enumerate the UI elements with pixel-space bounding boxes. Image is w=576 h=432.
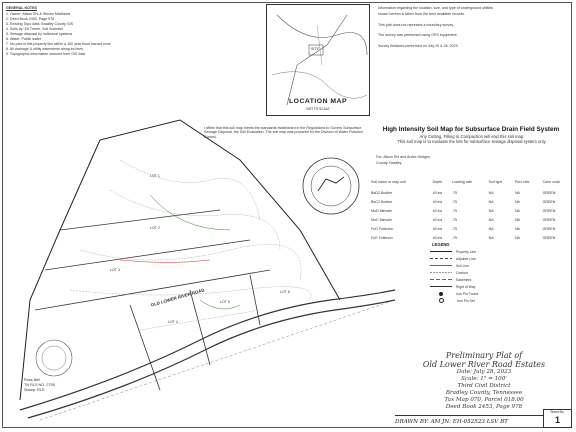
legend-label: Soil Line (456, 263, 470, 268)
notes-heading: GENERAL NOTES (6, 6, 37, 10)
table-cell: NA (514, 236, 520, 240)
survey-note: Survey fieldwork performed on July 20 & 28, 2023. (378, 43, 459, 48)
location-map-subtitle: NOT TO SCALE (306, 107, 330, 111)
column-header: Perc rate (514, 180, 530, 184)
plat-line: Deed Book 2453, Page 978 (445, 404, 523, 410)
legend-label: Iron Pin Found (456, 291, 479, 296)
table-cell: MuD Minvale (371, 209, 392, 213)
table-cell: FuD Fullerton (371, 227, 393, 231)
legend-symbol (430, 272, 452, 273)
legend-label: Contour (456, 270, 469, 275)
note-line: 2. Deed Book 2453, Page 978 (6, 17, 55, 22)
sheet-number: 1 (554, 415, 560, 425)
note-line: 3. Existing Topo data: Bradley County GIS (6, 22, 74, 27)
note-line: 7. No part of this property lies within a 100 year flood hazard zone (6, 42, 111, 47)
legend-item (430, 248, 570, 255)
table-cell: GREEN (542, 236, 556, 240)
table-cell: NA (514, 200, 520, 204)
legend (430, 248, 570, 340)
legend-title: LEGEND (432, 242, 450, 247)
lot-label: LOT 4 (168, 320, 178, 324)
table-header-row (370, 180, 574, 191)
soil-map-purpose: This soil map is to evaluate the lots for subsurface sewage disposal system only. (397, 139, 547, 144)
table-cell: .75 (451, 200, 457, 204)
table-cell: BaD2 Bodine (371, 191, 393, 195)
table-cell: .75 (451, 218, 457, 222)
plat-line: Date: July 28, 2023 (456, 369, 512, 375)
plat-line: Scale: 1" = 100' (461, 376, 507, 382)
drawn-by: DRAWN BY: AM JN: EH-052523 LSV BT (395, 415, 543, 429)
legend-item (430, 276, 570, 283)
table-cell: .75 (451, 227, 457, 231)
table-row (370, 200, 574, 209)
table-cell: 40 ins (432, 227, 443, 231)
table-cell: 40 ins (432, 191, 443, 195)
plat-line: Bradley County, Tennessee (445, 390, 523, 396)
note-line: 6. Water: Public water (6, 37, 42, 42)
column-header: Soil type (488, 180, 503, 184)
location-map-title: LOCATION MAP (289, 98, 347, 105)
legend-symbol (430, 279, 452, 280)
soil-certification: I affirm that this soil map meets the standards established in the Regulations to Govern Subsurface Sewage Disposal, the Soil Evaluation. The soil map was prepared for the Division of Water Pollution Control. (204, 126, 363, 139)
legend-label: Adjoiner Line (456, 256, 476, 261)
table-cell: .75 (451, 191, 457, 195)
lot-label: LOT 2 (150, 226, 160, 230)
table-cell: NA (488, 209, 494, 213)
legend-symbol (430, 265, 452, 266)
column-header: Depth (432, 180, 443, 184)
table-cell: NA (488, 191, 494, 195)
table-cell: NA (488, 218, 494, 222)
table-cell: GREEN (542, 227, 556, 231)
note-line: 5. Sewage disposal by individual systems (6, 32, 73, 37)
legend-item (430, 255, 570, 262)
legend-item (430, 290, 570, 297)
sheet-number-box (543, 409, 572, 428)
legend-symbol (430, 258, 452, 259)
column-header: Loading rate (451, 180, 472, 184)
survey-notes (378, 6, 568, 48)
note-line: 9. Topographic information sourced from GIS lidar (6, 52, 86, 57)
table-row (370, 191, 574, 200)
soil-table (370, 180, 574, 245)
table-cell: MuC Minvale (371, 218, 392, 222)
table-cell: NA (514, 209, 520, 213)
soil-county: County: Bradley (376, 161, 402, 165)
plat-line: Old Lower River Road Estates (422, 360, 546, 369)
table-cell: 40 ins (432, 209, 443, 213)
legend-label: Easement (456, 277, 472, 282)
table-cell: .75 (451, 236, 457, 240)
lot-label: LOT 1 (150, 174, 160, 178)
soil-map-title: High Intensity Soil Map for Subsurface Drain Field System (382, 126, 560, 133)
table-cell: 40 ins (432, 218, 443, 222)
lot-label: LOT 5 (220, 300, 230, 304)
table-row (370, 218, 574, 227)
surveyor-stamp: Stamp: RLS (24, 388, 45, 392)
soil-client: For: Alison Ehl and Andre Hedges (376, 155, 430, 159)
soil-map-warning: Any Cutting, Filling or Compaction will void this soil map. (419, 134, 525, 139)
table-row (370, 236, 574, 245)
table-cell: NA (488, 200, 494, 204)
survey-note: The survey was performed using GPS equipment. (378, 33, 458, 38)
survey-note: Information regarding the location, size, and type of underground utilities (378, 6, 494, 10)
lot-label: LOT 3 (110, 268, 120, 272)
lot-label: LOT 6 (280, 290, 290, 294)
road-label: OLD LOWER RIVER ROAD (150, 287, 206, 308)
column-header: Soil name or map unit (371, 180, 406, 184)
sheet-label: Sheet No. (550, 410, 565, 414)
plat-line: Preliminary Plat of (445, 351, 523, 360)
legend-item (430, 262, 570, 269)
surveyor-name: Ross Bell (24, 378, 41, 382)
table-cell: .75 (451, 209, 457, 213)
legend-item (430, 297, 570, 304)
plat-line: Third Civil District (457, 383, 511, 389)
legend-label: Property Line (456, 249, 477, 254)
table-row (370, 209, 574, 218)
table-row (370, 227, 574, 236)
iron-pin-found-icon (439, 292, 443, 296)
note-line: 8. All drainage & utility easements along lot lines (6, 47, 83, 52)
legend-symbol (430, 286, 452, 287)
plat-title-block (396, 351, 572, 411)
column-header: Color code (542, 180, 561, 184)
table-cell: GREEN (542, 218, 556, 222)
surveyor-license: TN RLS NO. 2755 (24, 383, 55, 387)
surveyor-block (24, 378, 84, 393)
table-cell: NA (488, 236, 494, 240)
plat-line: Tax Map 070, Parcel 018.00 (444, 397, 524, 403)
table-cell: FuE Fullerton (371, 236, 393, 240)
table-cell: NA (514, 191, 520, 195)
legend-label: Right of Way (456, 284, 476, 289)
note-line: 4. Soils by: Ed Turner, Soil Scientist (6, 27, 63, 32)
table-cell: GREEN (542, 200, 556, 204)
general-notes (6, 6, 186, 57)
legend-symbol (430, 251, 452, 253)
table-cell: NA (514, 218, 520, 222)
soil-scientist-seal (300, 155, 362, 217)
soil-map-subtitle (372, 134, 572, 144)
table-cell: NA (514, 227, 520, 231)
site-label: SITE (311, 47, 319, 51)
legend-label: Iron Pin Set (457, 298, 475, 303)
table-cell: GREEN (542, 191, 556, 195)
survey-note: shown hereon is taken from the best available records. (378, 12, 466, 17)
table-cell: 40 ins (432, 236, 443, 240)
survey-note: This plat does not represent a boundary survey. (378, 22, 454, 27)
iron-pin-set-icon (439, 298, 444, 303)
table-cell: GREEN (542, 209, 556, 213)
legend-item (430, 283, 570, 290)
note-line: 1. Owner: Alison Ehl & Steven Matthews (6, 12, 71, 17)
table-cell: BaC2 Bodine (371, 200, 393, 204)
table-cell: NA (488, 227, 494, 231)
table-cell: 40 ins (432, 200, 443, 204)
legend-item (430, 269, 570, 276)
